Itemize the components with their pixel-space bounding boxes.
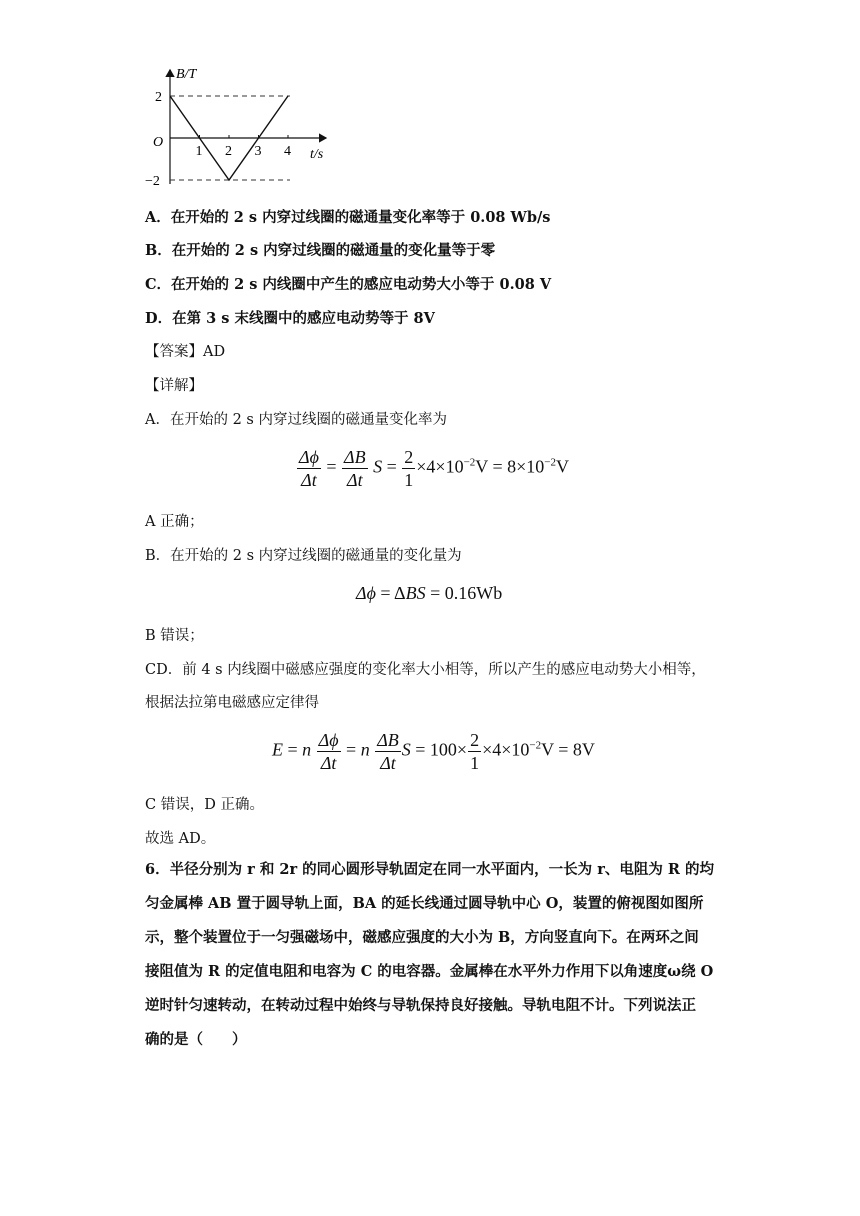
- equation-emf: E = n $\frac{\Delta\phi}{\Delta t}$ = n $\frac{\Delta B}{\Delta t}$ S = 100× $\frac{2}{1}$ $\times 4\times 10^{-2}V = 8V$: [272, 730, 595, 773]
- question-6-line: 示，整个装置位于一匀强磁场中，磁感应强度的大小为 B，方向竖直向下。在两环之间: [145, 929, 699, 946]
- question-6: [145, 853, 719, 1057]
- question-6-line: 确的是（ ）: [145, 1031, 247, 1048]
- explanation-cd-text-2: 根据法拉第电磁感应定律得: [145, 695, 319, 711]
- b-t-graph: [140, 62, 340, 190]
- question-6-line: 接阻值为 R 的定值电阻和电容为 C 的电容器。金属棒在水平外力作用下以角速度ω绕 O: [145, 963, 714, 980]
- option-b: B．在开始的 2 s 内穿过线圈的磁通量的变化量等于零: [145, 242, 496, 259]
- explanation-b-text: B．在开始的 2 s 内穿过线圈的磁通量的变化量为: [145, 548, 462, 564]
- x-tick-label: 3: [254, 144, 262, 159]
- x-tick-label: 1: [195, 144, 203, 159]
- explanation-b-result: B 错误；: [145, 628, 204, 644]
- question-6-line: 6．半径分别为 r 和 2r 的同心圆形导轨固定在同一水平面内，一长为 r、电阻为 R 的均: [145, 861, 714, 878]
- option-d: D．在第 3 s 末线圈中的感应电动势等于 8V: [145, 310, 435, 327]
- detail-heading: 【详解】: [145, 378, 203, 394]
- question-6-line: 匀金属棒 AB 置于圆导轨上面，BA 的延长线通过圆导轨中心 O，装置的俯视图如图所: [145, 895, 704, 912]
- explanation-a-result: A 正确；: [145, 514, 204, 530]
- option-a: A．在开始的 2 s 内穿过线圈的磁通量变化率等于 0.08 Wb/s: [145, 209, 551, 226]
- y-tick-label: −2: [145, 174, 160, 189]
- equation-flux-rate: $\frac{\Delta\phi}{\Delta t}$ = $\frac{\Delta B}{\Delta t}$ S = $\frac{2}{1}$ $\times 4\times 10^{-2}V = 8\times 10^{-2}V$: [299, 447, 569, 490]
- equation-flux-change: Δϕ = ΔBS = 0.16Wb: [356, 583, 503, 603]
- option-c: C．在开始的 2 s 内线圈中产生的感应电动势大小等于 0.08 V: [145, 276, 552, 293]
- conclusion: 故选 AD。: [145, 831, 216, 847]
- y-tick-label: 2: [155, 90, 162, 105]
- explanation-a-text: A．在开始的 2 s 内穿过线圈的磁通量变化率为: [145, 412, 447, 428]
- origin-label: O: [153, 135, 164, 150]
- explanation-cd-result: C 错误，D 正确。: [145, 797, 264, 813]
- explanation-cd-text-1: CD．前 4 s 内线圈中磁感应强度的变化率大小相等，所以产生的感应电动势大小相等，: [145, 662, 706, 678]
- question-6-line: 逆时针匀速转动，在转动过程中始终与导轨保持良好接触。导轨电阻不计。下列说法正: [145, 997, 696, 1014]
- x-tick-label: 2: [225, 144, 232, 159]
- x-axis-label: t/s: [310, 147, 324, 162]
- y-axis-label: B/T: [176, 67, 197, 82]
- x-tick-label: 4: [284, 144, 291, 159]
- answer-label: 【答案】AD: [145, 344, 226, 360]
